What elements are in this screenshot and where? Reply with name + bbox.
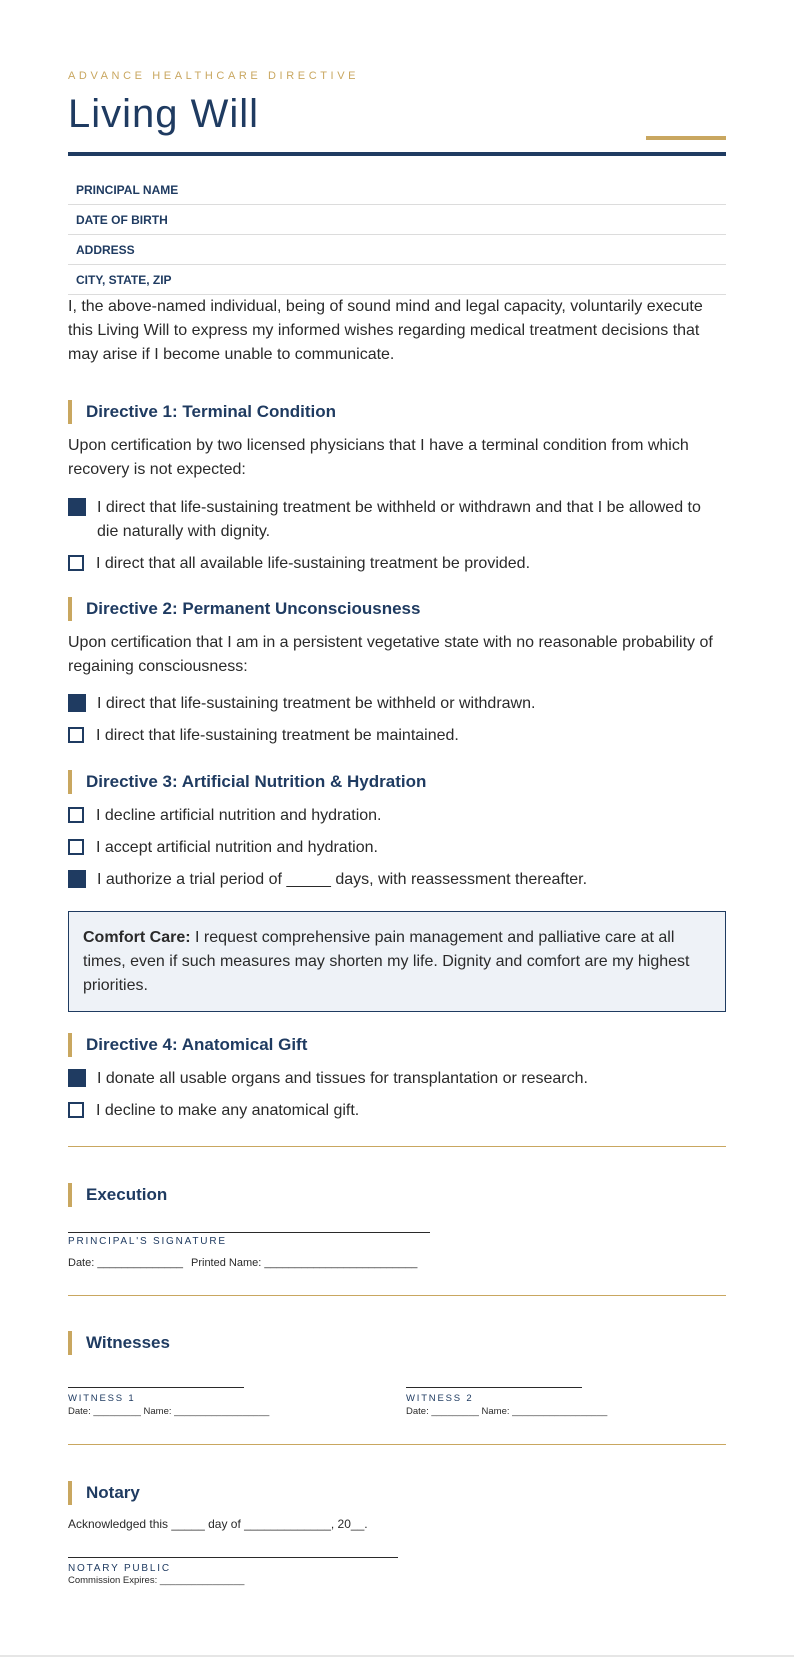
witness-2-date-name-line[interactable]: Date: _________ Name: __________________ — [406, 1406, 608, 1417]
option-label: I decline to make any anatomical gift. — [96, 1102, 360, 1119]
witness-2-label: WITNESS 2 — [406, 1393, 474, 1404]
option-label: I donate all usable organs and tissues for transplantation or research. — [97, 1070, 588, 1087]
checkbox-unchecked[interactable] — [68, 839, 84, 855]
directive-3-heading: Directive 3: Artificial Nutrition & Hydration — [68, 770, 426, 794]
navy-header-rule — [68, 152, 726, 156]
checkbox-unchecked[interactable] — [68, 1102, 84, 1118]
gold-accent-rule — [646, 136, 726, 140]
directive-1-heading: Directive 1: Terminal Condition — [68, 400, 336, 424]
witness-1-date-name-line[interactable]: Date: _________ Name: __________________ — [68, 1406, 270, 1417]
section-divider — [68, 1146, 726, 1147]
checkbox-unchecked[interactable] — [68, 727, 84, 743]
section-divider — [68, 1444, 726, 1445]
field-principal-name[interactable]: PRINCIPAL NAME — [68, 175, 726, 205]
document-eyebrow: ADVANCE HEALTHCARE DIRECTIVE — [68, 70, 360, 82]
option-label: I direct that life-sustaining treatment be withheld or withdrawn. — [97, 695, 536, 712]
execution-date-line[interactable]: Date: ______________ — [68, 1257, 183, 1269]
document-title: Living Will — [68, 92, 260, 136]
field-address[interactable]: ADDRESS — [68, 235, 726, 265]
principal-fields — [68, 175, 726, 295]
directive-1-option-1[interactable] — [68, 496, 726, 544]
option-label: I decline artificial nutrition and hydration. — [96, 807, 382, 824]
directive-4-heading: Directive 4: Anatomical Gift — [68, 1033, 307, 1057]
directive-2-option-2[interactable] — [68, 724, 726, 748]
witness-2-signature-line[interactable] — [406, 1387, 582, 1388]
directive-1-text: Upon certification by two licensed physicians that I have a terminal condition from which recovery is not expected: — [68, 437, 689, 478]
intro-paragraph: I, the above-named individual, being of sound mind and legal capacity, voluntarily execute this Living Will to express my informed wishes regarding medical treatment decisions that may arise if I become unable to communicate. — [68, 298, 703, 363]
directive-3-option-3[interactable] — [68, 868, 726, 892]
directive-2-text: Upon certification that I am in a persistent vegetative state with no reasonable probability of regaining consciousness: — [68, 634, 713, 675]
principal-signature-label: PRINCIPAL'S SIGNATURE — [68, 1236, 227, 1247]
execution-heading: Execution — [68, 1183, 167, 1207]
option-label: I direct that life-sustaining treatment be withheld or withdrawn and that I be allowed to die naturally with dignity. — [97, 499, 701, 540]
execution-printed-name-line[interactable]: Printed Name: _________________________ — [191, 1257, 418, 1269]
checkbox-checked[interactable] — [68, 694, 86, 712]
directive-2-heading: Directive 2: Permanent Unconsciousness — [68, 597, 420, 621]
option-label: I direct that life-sustaining treatment be maintained. — [96, 727, 459, 744]
notary-acknowledgement[interactable]: Acknowledged this _____ day of _____________, 20__. — [68, 1517, 368, 1531]
directive-3-option-2[interactable] — [68, 836, 726, 860]
option-label: I direct that all available life-sustaining treatment be provided. — [96, 555, 531, 572]
comfort-care-text: I request comprehensive pain management and palliative care at all times, even if such measures may shorten my life. Dignity and comfort are my highest priorities. — [83, 929, 690, 994]
directive-1-option-2[interactable] — [68, 552, 726, 576]
notary-heading: Notary — [68, 1481, 140, 1505]
checkbox-checked[interactable] — [68, 498, 86, 516]
checkbox-unchecked[interactable] — [68, 555, 84, 571]
directive-3-option-1[interactable] — [68, 804, 726, 828]
comfort-care-label: Comfort Care: — [83, 929, 191, 946]
directive-4-option-1[interactable] — [68, 1067, 726, 1091]
notary-public-label: NOTARY PUBLIC — [68, 1563, 171, 1574]
witness-1-signature-line[interactable] — [68, 1387, 244, 1388]
checkbox-unchecked[interactable] — [68, 807, 84, 823]
field-date-of-birth[interactable]: DATE OF BIRTH — [68, 205, 726, 235]
notary-commission-line[interactable]: Commission Expires: ________________ — [68, 1575, 245, 1586]
field-city-state-zip[interactable]: CITY, STATE, ZIP — [68, 265, 726, 295]
checkbox-checked[interactable] — [68, 870, 86, 888]
title-rule — [68, 136, 726, 160]
notary-signature-line[interactable] — [68, 1557, 398, 1558]
option-label: I authorize a trial period of _____ days, with reassessment thereafter. — [97, 871, 588, 888]
principal-signature-line[interactable] — [68, 1232, 430, 1233]
section-divider — [68, 1295, 726, 1296]
comfort-care-callout — [68, 911, 726, 1012]
checkbox-checked[interactable] — [68, 1069, 86, 1087]
witness-1-label: WITNESS 1 — [68, 1393, 136, 1404]
document-header — [68, 70, 726, 138]
option-label: I accept artificial nutrition and hydration. — [96, 839, 378, 856]
directive-4-option-2[interactable] — [68, 1099, 726, 1123]
directive-2-option-1[interactable] — [68, 692, 726, 716]
witnesses-heading: Witnesses — [68, 1331, 170, 1355]
